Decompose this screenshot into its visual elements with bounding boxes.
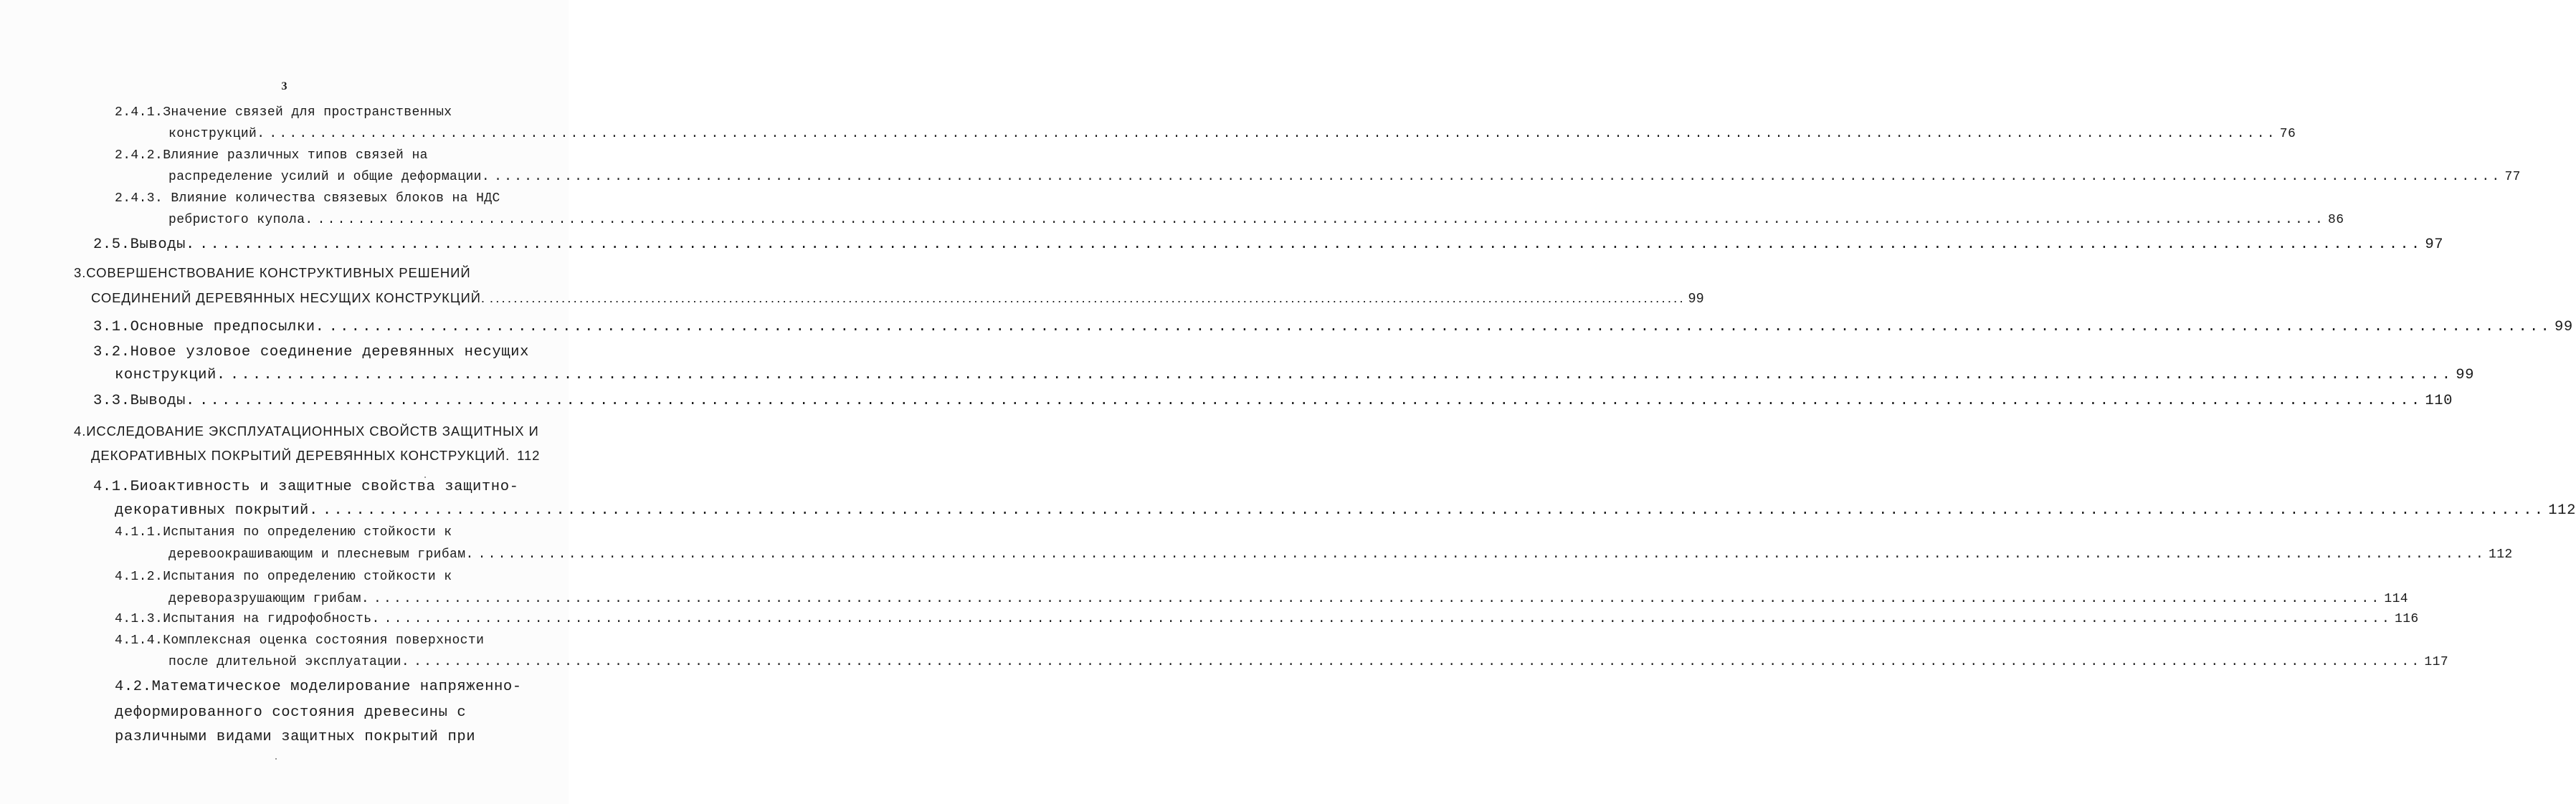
toc-entry-title: 4.1.Биоактивность и защитные свойства защитно- — [93, 479, 519, 495]
toc-entry-title: ДЕКОРАТИВНЫХ ПОКРЫТИЙ ДЕРЕВЯННЫХ КОНСТРУКЦИЙ. — [91, 448, 510, 463]
toc-entry-title: деревоокрашивающим и плесневым грибам. — [168, 547, 474, 562]
toc-page-number: 114 — [2384, 592, 2409, 606]
dot-leader: ........................................................................................................................................................................................................ — [229, 367, 2453, 383]
toc-page-number: 86 — [2328, 213, 2344, 227]
toc-entry — [115, 679, 522, 700]
dot-leader: ........................................................................................................................................................................................................ — [199, 393, 2423, 409]
toc-page-number: 112 — [2489, 547, 2513, 562]
toc-entry — [91, 290, 1705, 312]
toc-entry — [115, 633, 484, 655]
toc-page-number: 117 — [2424, 655, 2449, 669]
toc-entry-title: СОЕДИНЕНИЙ ДЕРЕВЯННЫХ НЕСУЩИХ КОНСТРУКЦИЙ. — [91, 290, 485, 305]
toc-entry-title: 4.1.2.Испытания по определению стойкости к — [115, 570, 452, 584]
dot-leader: ........................................................................................................................................................................................................ — [374, 592, 2382, 606]
toc-entry — [74, 423, 539, 445]
toc-entry — [115, 525, 452, 547]
dot-leader: ........................................................................................................................................................................................................ — [477, 547, 2486, 562]
toc-page-number: 110 — [2425, 393, 2453, 409]
toc-entry — [93, 393, 2453, 414]
toc-entry — [93, 344, 529, 365]
toc-entry-title: 2.4.3. Влияние количества связевых блоков на НДС — [115, 191, 500, 206]
toc-entry — [91, 448, 541, 469]
dot-leader: ........................................................................................................................................................................................................ — [489, 290, 1686, 305]
toc-entry — [115, 729, 475, 750]
dot-leader: ........................................................................................................................................................................................................ — [414, 655, 2422, 669]
toc-entry-title: после длительной эксплуатации. — [168, 655, 410, 669]
toc-entry — [168, 170, 2521, 191]
page-number: 3 — [281, 80, 287, 92]
toc-page-number: 77 — [2504, 170, 2521, 184]
dot-leader: ........................................................................................................................................................................................................ — [328, 319, 2552, 335]
dot-leader: ........................................................................................................................................................................................................ — [199, 236, 2423, 253]
toc-entry-title: различными видами защитных покрытий при — [115, 729, 476, 745]
toc-page-number: 116 — [2395, 612, 2419, 626]
toc-entry-title: распределение усилий и общие деформации. — [168, 170, 490, 184]
toc-entry-title: 4.1.4.Комплексная оценка состояния поверхности — [115, 633, 485, 648]
dot-leader: ........................................................................................................................................................................................................ — [322, 502, 2546, 519]
toc-entry-title: конструкций. — [115, 367, 226, 383]
toc-entry-title: 2.4.2.Влияние различных типов связей на — [115, 148, 428, 163]
dot-leader: ........................................................................................................................................................................................................ — [317, 213, 2325, 227]
toc-page-number: 112 — [2548, 502, 2576, 519]
toc-entry — [168, 213, 2344, 234]
toc-entry-title: дереворазрушающим грибам. — [168, 592, 370, 606]
toc-entry — [93, 479, 519, 500]
toc-page-number: 76 — [2279, 127, 2296, 141]
toc-page-number: 99 — [2456, 367, 2475, 383]
toc-entry-title: 4.2.Математическое моделирование напряженно- — [115, 679, 522, 695]
toc-entry — [115, 148, 428, 170]
toc-entry-title: 3.СОВЕРШЕНСТВОВАНИЕ КОНСТРУКТИВНЫХ РЕШЕНИЙ — [74, 265, 471, 280]
toc-entry-title: деформированного состояния древесины с — [115, 704, 467, 721]
toc-entry — [168, 547, 2513, 569]
toc-entry-title: конструкций. — [168, 127, 265, 141]
toc-entry-title: 2.4.1.Значение связей для пространственных — [115, 105, 452, 120]
toc-entry-title: 4.1.1.Испытания по определению стойкости к — [115, 525, 452, 540]
toc-entry-title: декоративных покрытий. — [115, 502, 318, 519]
toc-entry — [168, 655, 2449, 676]
toc-entry — [168, 127, 2296, 148]
toc-entry — [74, 265, 471, 287]
dot-leader: ........................................................................................................................................................................................................ — [494, 170, 2502, 184]
toc-entry-title: 4.ИССЛЕДОВАНИЕ ЭКСПЛУАТАЦИОННЫХ СВОЙСТВ ЗАЩИТНЫХ И — [74, 423, 539, 439]
toc-entry — [115, 612, 2419, 633]
toc-entry-title: 3.3.Выводы. — [93, 393, 195, 409]
toc-entry — [115, 191, 500, 213]
toc-entry-title: ребристого купола. — [168, 213, 313, 227]
toc-entry-title: 2.5.Выводы. — [93, 236, 195, 253]
toc-entry-title: 4.1.3.Испытания на гидрофобность. — [115, 612, 380, 626]
toc-entry-title: 3.1.Основные предпосылки. — [93, 319, 325, 335]
toc-entry — [93, 236, 2444, 258]
toc-entry — [93, 319, 2573, 340]
dot-leader: ........................................................................................................................................................................................................ — [269, 127, 2277, 141]
toc-entry-title: 3.2.Новое узловое соединение деревянных несущих — [93, 344, 529, 360]
toc-entry — [115, 570, 452, 591]
toc-page-number: 97 — [2425, 236, 2444, 253]
dot-leader: ........................................................................................................................................................................................................ — [384, 612, 2392, 626]
toc-entry — [115, 105, 452, 127]
toc-entry — [115, 367, 2475, 388]
toc-entry — [115, 704, 466, 726]
toc-page-number: 99 — [1688, 290, 1705, 305]
toc-page-number: 99 — [2554, 319, 2573, 335]
toc-entry — [168, 592, 2409, 613]
toc-page-number: 112 — [517, 448, 541, 463]
toc-entry — [115, 502, 2576, 524]
